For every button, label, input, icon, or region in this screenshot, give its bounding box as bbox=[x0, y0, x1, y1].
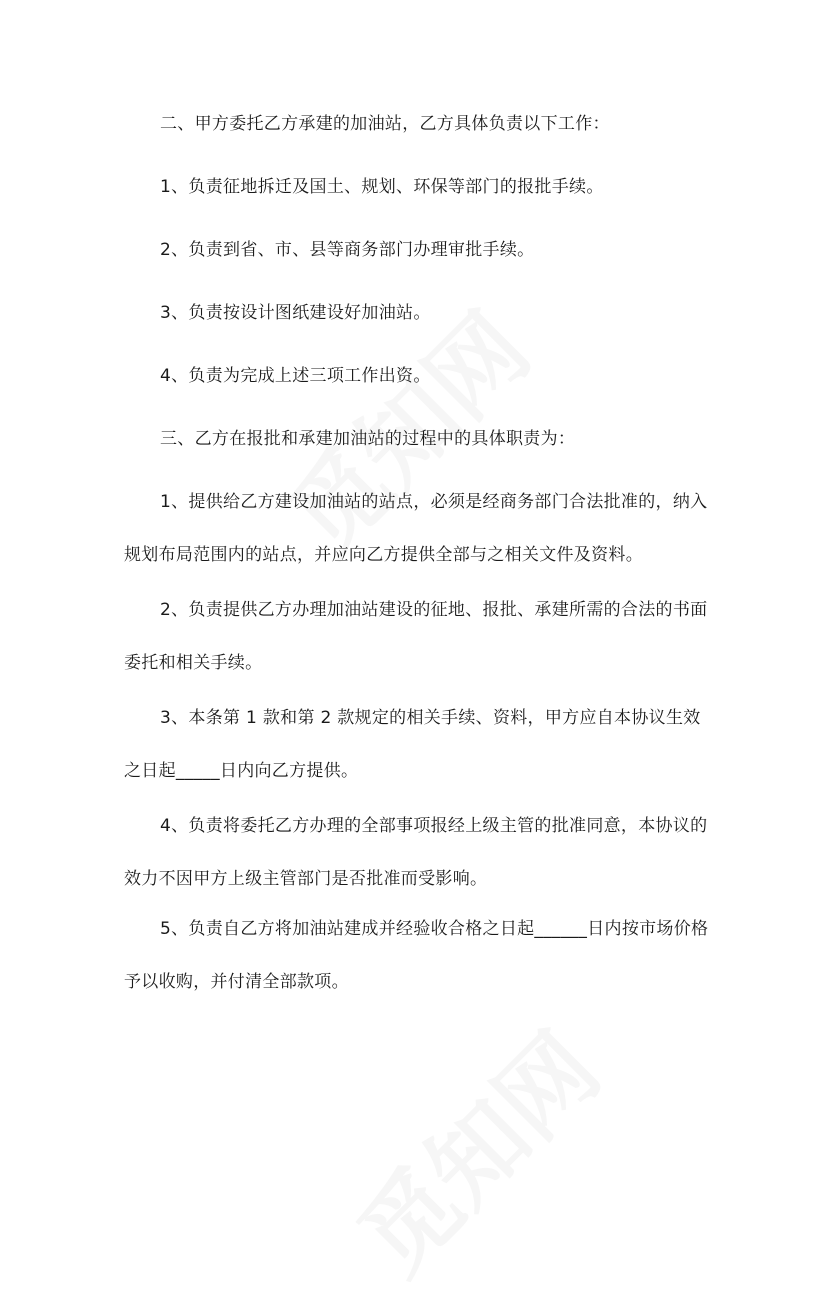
section-three-heading: 三、乙方在报批和承建加油站的过程中的具体职责为： bbox=[160, 429, 576, 449]
section-two-item-2: 2、负责到省、市、县等商务部门办理审批手续。 bbox=[160, 240, 535, 260]
watermark-text-bottom bbox=[324, 998, 625, 1299]
section-two-item-4: 4、负责为完成上述三项工作出资。 bbox=[160, 366, 431, 386]
section-three-item-1: 1、提供给乙方建设加油站的站点，必须是经商务部门合法批准的，纳入规划布局范围内的站点，并应向乙方提供全部与之相关文件及资料。 bbox=[124, 492, 708, 565]
section-two-item-1: 1、负责征地拆迁及国土、规划、环保等部门的报批手续。 bbox=[160, 177, 604, 197]
section-three-item-3: 3、本条第 1 款和第 2 款规定的相关手续、资料，甲方应自本协议生效之日起_____日内向乙方提供。 bbox=[124, 708, 701, 781]
section-three-item-2: 2、负责提供乙方办理加油站建设的征地、报批、承建所需的合法的书面委托和相关手续。 bbox=[124, 600, 708, 673]
section-two-heading: 二、甲方委托乙方承建的加油站，乙方具体负责以下工作： bbox=[160, 114, 610, 134]
section-three-item-4: 4、负责将委托乙方办理的全部事项报经上级主管的批准同意，本协议的效力不因甲方上级主管部门是否批准而受影响。 bbox=[124, 816, 708, 889]
section-two-item-3: 3、负责按设计图纸建设好加油站。 bbox=[160, 303, 431, 323]
section-three-item-5: 5、负责自乙方将加油站建成并经验收合格之日起______日内按市场价格予以收购，并付清全部款项。 bbox=[124, 919, 709, 992]
